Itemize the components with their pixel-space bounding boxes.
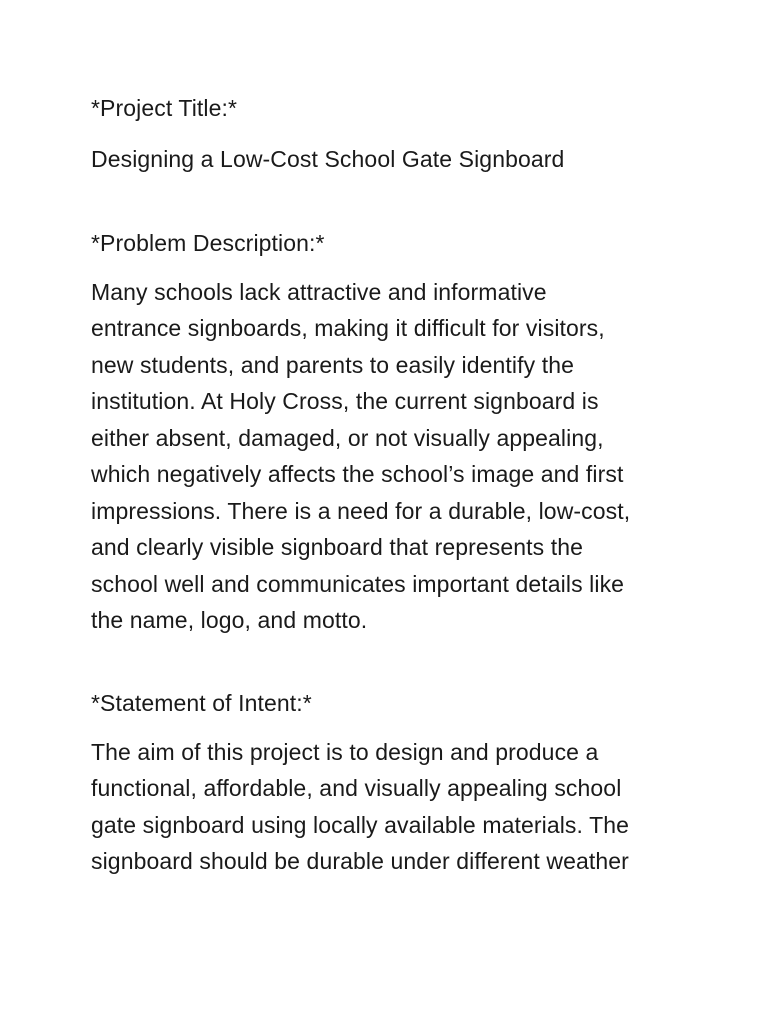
text-line: which negatively affects the school’s image and first	[91, 461, 624, 487]
problem-description-heading: *Problem Description:*	[91, 229, 325, 256]
text-line: gate signboard using locally available materials. The	[91, 811, 630, 838]
text-line: functional, affordable, and visually appealing school	[91, 775, 622, 801]
text-line: signboard should be durable under different weather	[91, 848, 629, 874]
text-line: and clearly visible signboard that represents the	[91, 534, 584, 560]
document-page	[91, 92, 691, 880]
text-line: new students, and parents to easily identify the	[91, 351, 574, 378]
text-line: The aim of this project is to design and produce a	[91, 738, 599, 765]
text-line: entrance signboards, making it difficult for visitors,	[91, 315, 605, 341]
statement-of-intent-heading: *Statement of Intent:*	[91, 689, 312, 716]
project-title-heading: *Project Title:*	[91, 95, 238, 121]
problem-description-paragraph	[91, 274, 691, 639]
text-line: either absent, damaged, or not visually appealing,	[91, 424, 604, 451]
text-line: institution. At Holy Cross, the current signboard is	[91, 388, 599, 414]
text-line: school well and communicates important details like	[91, 570, 625, 597]
text-line: the name, logo, and motto.	[91, 607, 368, 633]
project-title-text: Designing a Low-Cost School Gate Signboard	[91, 146, 565, 172]
statement-of-intent-paragraph	[91, 734, 691, 880]
text-line: impressions. There is a need for a durable, low-cost,	[91, 497, 631, 524]
text-line: Many schools lack attractive and informative	[91, 278, 547, 305]
